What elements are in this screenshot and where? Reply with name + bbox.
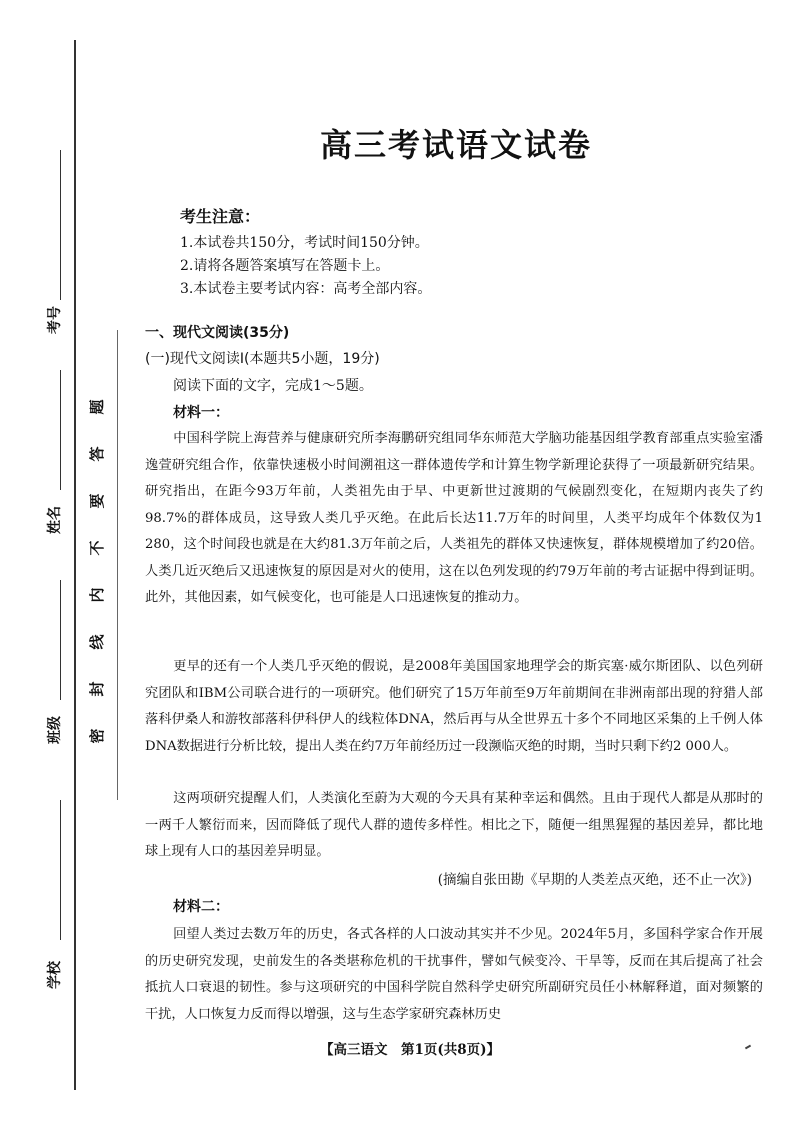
seal-char: 要 [88,493,106,509]
seal-warning [86,395,108,771]
exam-number-underline[interactable] [60,150,61,300]
instruction: 阅读下面的文字，完成1～5题。 [173,378,373,394]
page-footer: 【高三语文 第1页(共8页)】 [320,1042,501,1058]
material1-label: 材料一： [173,405,229,421]
subsection-title: (一)现代文阅读Ⅰ(本题共5小题，19分) [145,351,380,367]
seal-char: 不 [88,540,106,556]
material1-source: (摘编自张田勘《早期的人类差点灭绝，还不止一次》) [437,872,752,888]
seal-char: 题 [88,399,106,415]
seal-char: 封 [88,681,106,697]
notice-item: 1.本试卷共150分，考试时间150分钟。 [180,235,429,251]
seal-char: 密 [88,728,106,744]
section-title: 一、现代文阅读(35分) [145,325,290,341]
field-school [30,800,70,1000]
class-label: 班级 [47,716,63,744]
paragraph-text: 更早的还有一个人类几乎灭绝的假说，是2008年美国国家地理学会的斯宾塞·威尔斯团队、以色列研究团队和IBM公司联合进行的一项研究。他们研究了15万年前至9万年前期间在非洲南部出现的狩猎人部落科伊桑人和游牧部落科伊科伊人的线粒体DNA，然后再与从全世界五十多个不同地区采集的上千例人体DNA数据进行分析比较，提出人类在约7万年前经历过一段濒临灭绝的时期，当时只剩下约2 000人。 [145,659,763,754]
field-class [30,580,70,780]
notice-item: 2.请将各题答案填写在答题卡上。 [180,258,390,274]
school-label: 学校 [47,961,63,989]
seal-char: 线 [88,634,106,650]
material1-paragraph [145,786,763,866]
field-name [30,370,70,570]
name-label: 姓名 [47,506,63,534]
field-exam-number [30,150,70,370]
seal-char: 内 [88,587,106,603]
class-underline[interactable] [60,580,61,700]
name-underline[interactable] [60,370,61,490]
notice-item: 3.本试卷主要考试内容：高考全部内容。 [180,281,432,297]
exam-number-label: 考号 [47,306,63,334]
paragraph-text: 回望人类过去数万年的历史，各式各样的人口波动其实并不少见。2024年5月，多国科学家合作开展的历史研究发现，史前发生的各类堪称危机的干扰事件，譬如气候变冷、干旱等，反而在其后提高了社会抵抗人口衰退的韧性。参与这项研究的中国科学院自然科学史研究所副研究员任小林解释道，面对频繁的干扰，人口恢复力反而得以增强，这与生态学家研究森林历史 [145,927,763,1022]
seal-char: 答 [88,446,106,462]
paragraph-text: 这两项研究提醒人们，人类演化至蔚为大观的今天具有某种幸运和偶然。且由于现代人都是从那时的一两千人繁衍而来，因而降低了现代人群的遗传多样性。相比之下，随便一组黑猩猩的基因差异，都比地球上现有人口的基因差异明显。 [145,791,763,859]
exam-title: 高三考试语文试卷 [320,126,593,164]
material1-paragraph [145,654,763,760]
material2-paragraph [145,922,763,1028]
seal-line [117,330,118,800]
paragraph-text: 中国科学院上海营养与健康研究所李海鹏研究组同华东师范大学脑功能基因组学教育部重点实验室潘逸萱研究组合作，依靠快速极小时间溯祖这一群体遗传学和计算生物学新理论获得了一项最新研究结果。研究指出，在距今93万年前，人类祖先由于早、中更新世过渡期的气候剧烈变化，在短期内丧失了约98.7%的群体成员，这导致人类几乎灭绝。在此后长达11.7万年的时间里，人类平均成年个体数仅为1 280，这个时间段也就是在大约81.3万年前之后，人类祖先的群体又快速恢复，群体规模增加了约20倍。人类几近灭绝后又迅速恢复的原因是对火的使用，这在以色列发现的约79万年前的考古证据中得到证明。此外，其他因素，如气候变化，也可能是人口迅速恢复的推动力。 [145,431,763,605]
binding-line [74,40,76,1090]
ink-mark [745,1045,751,1050]
material1-paragraph [145,426,763,612]
material2-label: 材料二： [173,899,229,915]
notice-heading: 考生注意： [180,207,261,226]
school-underline[interactable] [60,800,61,940]
